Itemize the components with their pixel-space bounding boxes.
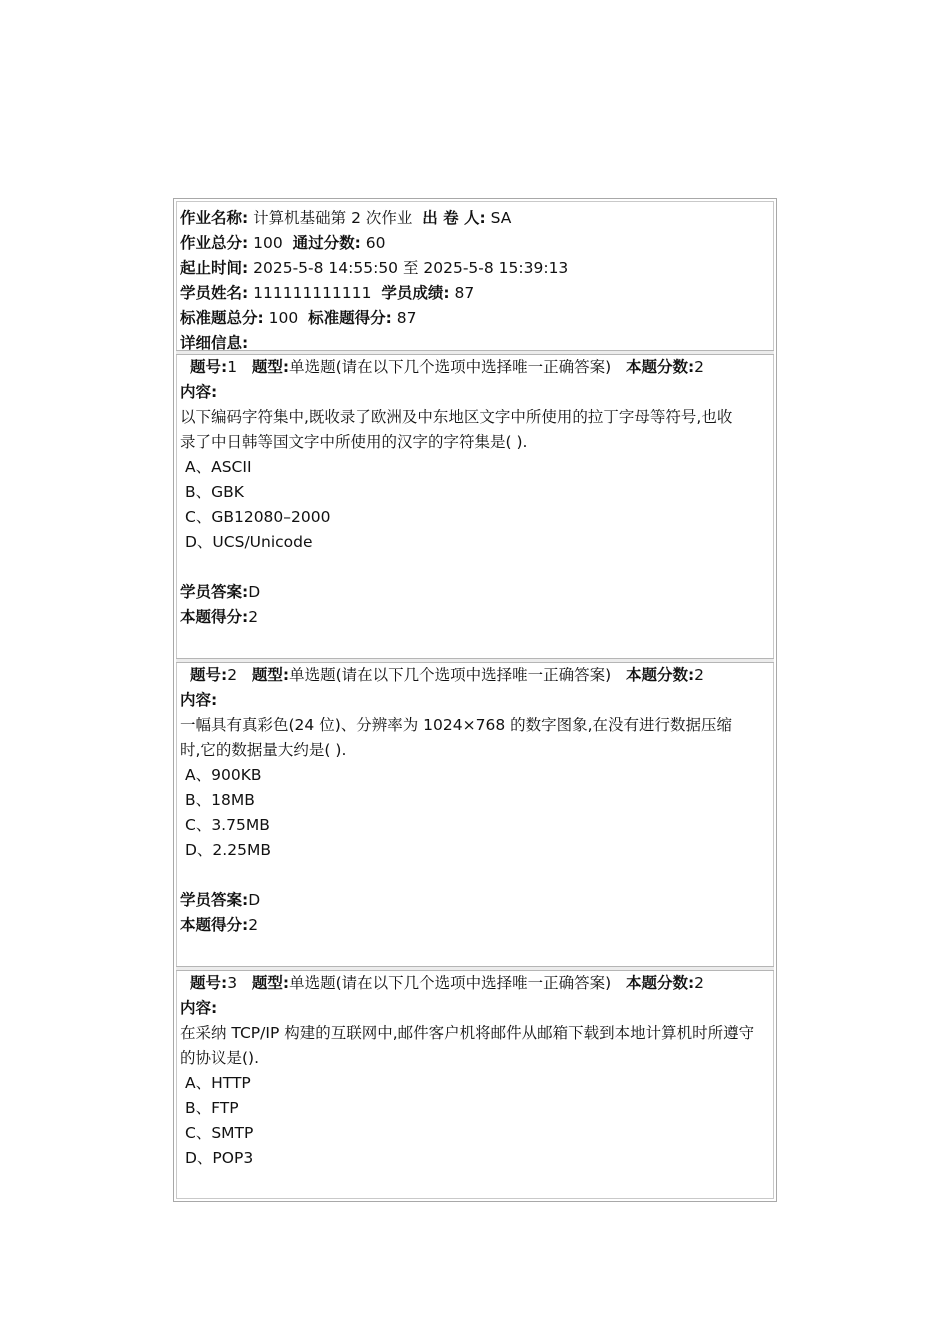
answer-value: D xyxy=(248,583,261,601)
option-d: D、2.25MB xyxy=(185,841,271,859)
student-value: 111111111111 xyxy=(253,284,372,302)
option-c: C、3.75MB xyxy=(185,816,270,834)
qtype-label: 题型: xyxy=(251,974,290,992)
option-c: C、SMTP xyxy=(185,1124,254,1142)
qpoints-value: 2 xyxy=(694,974,705,992)
question-text-line-2: 时,它的数据量大约是( ). xyxy=(180,741,347,759)
total-value: 100 xyxy=(253,234,283,252)
qtype-value: 单选题(请在以下几个选项中选择唯一正确答案) xyxy=(289,974,612,992)
question-score xyxy=(180,605,769,630)
time-label: 起止时间: xyxy=(180,259,249,277)
question-text-line-1: 一幅具有真彩色(24 位)、分辨率为 1024×768 的数字图象,在没有进行数据压缩 xyxy=(180,716,733,734)
qtype-value: 单选题(请在以下几个选项中选择唯一正确答案) xyxy=(289,666,612,684)
question-text-line-1: 以下编码字符集中,既收录了欧洲及中东地区文字中所使用的拉丁字母等符号,也收 xyxy=(180,408,733,426)
author-label: 出 卷 人: xyxy=(422,209,486,227)
homework-header xyxy=(177,202,773,350)
question-text-line-2: 录了中日韩等国文字中所使用的汉字的字符集是( ). xyxy=(180,433,528,451)
qpoints-label: 本题分数: xyxy=(625,666,695,684)
question-3 xyxy=(177,971,773,1207)
question-title xyxy=(180,663,769,688)
option-b: B、18MB xyxy=(185,791,255,809)
question-title xyxy=(180,355,769,380)
content-label: 内容: xyxy=(180,999,218,1017)
qtype-label: 题型: xyxy=(251,666,290,684)
answer-value: D xyxy=(248,891,261,909)
header-row-time xyxy=(180,256,773,281)
student-answer xyxy=(180,888,769,913)
question-score xyxy=(180,913,769,938)
qpoints-value: 2 xyxy=(694,358,705,376)
option-d: D、POP3 xyxy=(185,1149,254,1167)
header-row-student xyxy=(180,281,773,306)
option-b: B、GBK xyxy=(185,483,244,501)
qpoints-label: 本题分数: xyxy=(625,974,695,992)
header-row-std xyxy=(180,306,773,331)
time-value: 2025-5-8 14:55:50 至 2025-5-8 15:39:13 xyxy=(253,259,569,277)
qtype-value: 单选题(请在以下几个选项中选择唯一正确答案) xyxy=(289,358,612,376)
qnum-label: 题号: xyxy=(190,666,228,684)
score-value: 87 xyxy=(454,284,475,302)
student-label: 学员姓名: xyxy=(180,284,249,302)
author-value: SA xyxy=(490,209,512,227)
question-text-line-2: 的协议是(). xyxy=(180,1049,260,1067)
std-total-value: 100 xyxy=(268,309,299,327)
got-value: 2 xyxy=(248,916,259,934)
qnum-label: 题号: xyxy=(190,358,228,376)
qnum-value: 2 xyxy=(227,666,238,684)
pass-value: 60 xyxy=(365,234,386,252)
homework-table-inner xyxy=(176,201,774,1199)
got-label: 本题得分: xyxy=(180,916,249,934)
std-total-label: 标准题总分: xyxy=(180,309,264,327)
question-1 xyxy=(177,355,773,658)
option-b: B、FTP xyxy=(185,1099,239,1117)
student-answer xyxy=(180,580,769,605)
std-score-label: 标准题得分: xyxy=(308,309,392,327)
score-label: 学员成绩: xyxy=(381,284,450,302)
option-c: C、GB12080–2000 xyxy=(185,508,331,526)
question-text-line-1: 在采纳 TCP/IP 构建的互联网中,邮件客户机将邮件从邮箱下载到本地计算机时所遵守 xyxy=(180,1024,755,1042)
option-a: A、900KB xyxy=(185,766,262,784)
option-a: A、HTTP xyxy=(185,1074,251,1092)
hw-name-value: 计算机基础第 2 次作业 xyxy=(253,209,413,227)
header-row-name xyxy=(180,206,773,231)
qnum-label: 题号: xyxy=(190,974,228,992)
got-value: 2 xyxy=(248,608,259,626)
pass-label: 通过分数: xyxy=(292,234,361,252)
question-2 xyxy=(177,663,773,966)
option-a: A、ASCII xyxy=(185,458,252,476)
qpoints-value: 2 xyxy=(694,666,705,684)
std-score-value: 87 xyxy=(396,309,417,327)
detail-label: 详细信息: xyxy=(180,334,249,352)
qtype-label: 题型: xyxy=(251,358,290,376)
qnum-value: 1 xyxy=(227,358,238,376)
answer-label: 学员答案: xyxy=(180,891,249,909)
question-title xyxy=(180,971,769,996)
option-d: D、UCS/Unicode xyxy=(185,533,313,551)
content-label: 内容: xyxy=(180,383,218,401)
content-label: 内容: xyxy=(180,691,218,709)
qnum-value: 3 xyxy=(227,974,238,992)
homework-table xyxy=(173,198,777,1202)
hw-name-label: 作业名称: xyxy=(180,209,249,227)
answer-label: 学员答案: xyxy=(180,583,249,601)
total-label: 作业总分: xyxy=(180,234,249,252)
got-label: 本题得分: xyxy=(180,608,249,626)
qpoints-label: 本题分数: xyxy=(625,358,695,376)
header-row-total xyxy=(180,231,773,256)
